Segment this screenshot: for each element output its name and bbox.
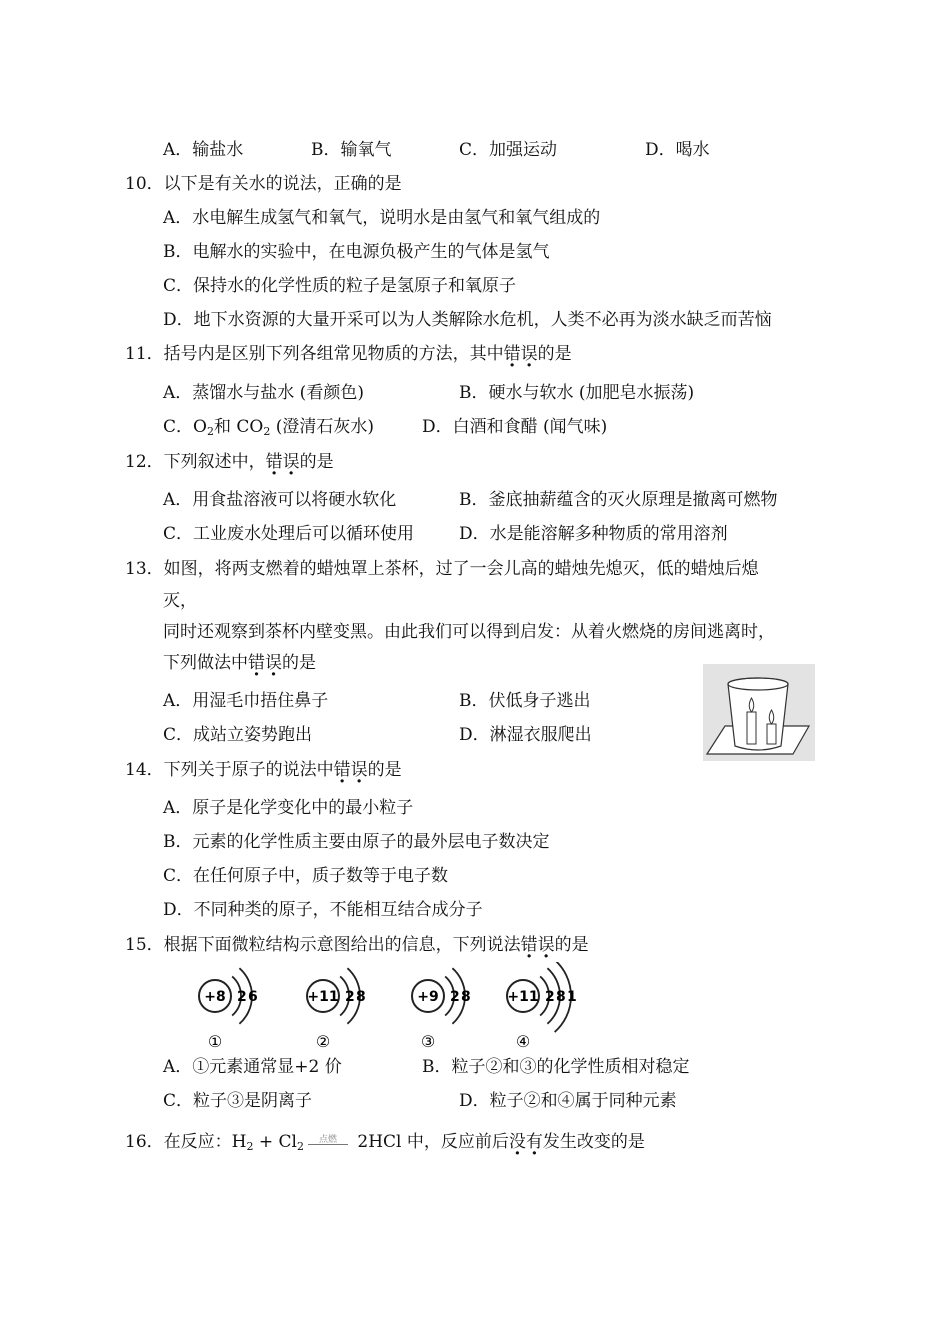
question-text: 以下是有关水的说法，正确的是 <box>163 174 402 194</box>
q9-option-a: A．输盐水 <box>163 140 244 160</box>
particle-label: ③ <box>420 1032 436 1051</box>
nucleus-charge: +11 <box>507 989 539 1005</box>
particle-diagram-2 <box>307 968 366 1051</box>
shell-electron-count: 6 <box>248 989 258 1005</box>
q13-option-b: B．伏低身子逃出 <box>459 691 591 711</box>
shell-electron-count: 2 <box>450 989 460 1005</box>
emphasis-mark: 误 <box>537 935 555 955</box>
q11-option-b: B．硬水与软水 (加肥皂水振荡) <box>459 383 695 403</box>
q10-option-c: C．保持水的化学性质的粒子是氢原子和氧原子 <box>163 276 517 296</box>
q13-option-c: C．成站立姿势跑出 <box>163 725 313 745</box>
q9-option-b: B．输氧气 <box>311 140 392 160</box>
q13-stem-line1: 13．如图，将两支燃着的蜡烛罩上茶杯，过了一会儿高的蜡烛先熄灭，低的蜡烛后熄 <box>125 559 759 579</box>
emphasis-mark: 错 <box>503 344 521 364</box>
shell-electron-count: 1 <box>567 989 577 1005</box>
nucleus-charge: +9 <box>417 989 439 1005</box>
q11-option-c: C．$O_2$和 $CO_2$ (澄清石灰水) <box>163 417 374 438</box>
q13-option-a: A．用湿毛巾捂住鼻子 <box>163 691 329 711</box>
q13-stem-line4: 下列做法中错误的是 <box>163 653 316 673</box>
q10-stem <box>125 173 402 195</box>
q15-option-d: D．粒子②和④属于同种元素 <box>459 1091 677 1111</box>
q15-option-c: C．粒子③是阴离子 <box>163 1091 313 1111</box>
q10-option-b: B．电解水的实验中，在电源负极产生的气体是氢气 <box>163 242 550 262</box>
q15-option-b: B．粒子②和③的化学性质相对稳定 <box>422 1057 690 1077</box>
q9-option-d: D．喝水 <box>645 140 710 160</box>
question-number: 15． <box>125 935 164 955</box>
q14-option-b: B．元素的化学性质主要由原子的最外层电子数决定 <box>163 832 550 852</box>
reaction-condition: 点燃 <box>318 1134 337 1145</box>
emphasis-mark: 误 <box>282 452 300 472</box>
q11-option-d: D．白酒和食醋 (闻气味) <box>422 417 608 437</box>
particle-label: ① <box>207 1032 223 1051</box>
q13-option-d: D．淋湿衣服爬出 <box>459 725 592 745</box>
particle-label: ④ <box>515 1032 531 1051</box>
q9-option-c: C．加强运动 <box>459 140 558 160</box>
question-number: 11． <box>125 344 164 364</box>
particle-diagram-1 <box>199 968 258 1051</box>
emphasis-mark: 误 <box>265 653 282 673</box>
q12-option-c: C．工业废水处理后可以循环使用 <box>163 524 415 544</box>
q11-stem: 11．括号内是区别下列各组常见物质的方法，其中错误的是 <box>125 344 572 364</box>
shell-electron-count: 2 <box>237 989 247 1005</box>
emphasis-mark: 没 <box>508 1132 526 1152</box>
q15-stem: 15．根据下面微粒结构示意图给出的信息，下列说法错误的是 <box>125 935 589 955</box>
question-number: 14． <box>125 760 164 780</box>
nucleus-charge: +11 <box>307 989 339 1005</box>
emphasis-mark: 错 <box>265 452 283 472</box>
particle-structure-diagrams <box>185 962 585 1052</box>
q15-option-a: A．①元素通常显+2 价 <box>163 1057 342 1077</box>
question-number: 16． <box>125 1132 164 1152</box>
nucleus-charge: +8 <box>204 989 226 1005</box>
q12-option-d: D．水是能溶解多种物质的常用溶剂 <box>459 524 728 544</box>
particle-diagram-3 <box>412 968 471 1051</box>
shell-electron-count: 8 <box>461 989 471 1005</box>
question-number: 10． <box>125 174 164 194</box>
particle-diagram-4 <box>507 962 577 1051</box>
shell-electron-count: 8 <box>356 989 366 1005</box>
emphasis-mark: 误 <box>520 344 538 364</box>
emphasis-mark: 错 <box>520 935 538 955</box>
emphasis-mark: 有 <box>525 1132 543 1152</box>
emphasis-mark: 错 <box>248 653 265 673</box>
reaction-arrow <box>306 1133 350 1153</box>
emphasis-mark: 错 <box>333 760 351 780</box>
q13-stem-line3: 同时还观察到茶杯内壁变黑。由此我们可以得到启发：从着火燃烧的房间逃离时， <box>163 622 775 642</box>
q12-option-a: A．用食盐溶液可以将硬水软化 <box>163 490 397 510</box>
shell-electron-count: 2 <box>345 989 355 1005</box>
q10-option-a: A．水电解生成氢气和氧气，说明水是由氢气和氧气组成的 <box>163 208 601 228</box>
emphasis-mark: 误 <box>350 760 368 780</box>
q16-stem: 16．在反应：$H_2 + Cl_2$ 点燃 2HCl 中，反应前后没有发生改变的是 <box>125 1131 645 1158</box>
shell-electron-count: 2 <box>545 989 555 1005</box>
shell-electron-count: 8 <box>556 989 566 1005</box>
q13-stem-line2: 灭， <box>163 591 197 611</box>
candle-cup-figure <box>703 664 815 761</box>
question-number: 12． <box>125 452 164 472</box>
q11-option-a: A．蒸馏水与盐水 (看颜色) <box>163 383 364 403</box>
q14-stem: 14．下列关于原子的说法中错误的是 <box>125 760 402 780</box>
q14-option-c: C．在任何原子中，质子数等于电子数 <box>163 866 449 886</box>
question-number: 13． <box>125 559 164 579</box>
q12-stem: 12．下列叙述中，错误的是 <box>125 452 334 472</box>
q12-option-b: B．釜底抽薪蕴含的灭火原理是撤离可燃物 <box>459 490 778 510</box>
particle-label: ② <box>315 1032 331 1051</box>
q10-option-d: D．地下水资源的大量开采可以为人类解除水危机，人类不必再为淡水缺乏而苦恼 <box>163 310 772 330</box>
q14-option-a: A．原子是化学变化中的最小粒子 <box>163 798 414 818</box>
q14-option-d: D．不同种类的原子，不能相互结合成分子 <box>163 900 483 920</box>
